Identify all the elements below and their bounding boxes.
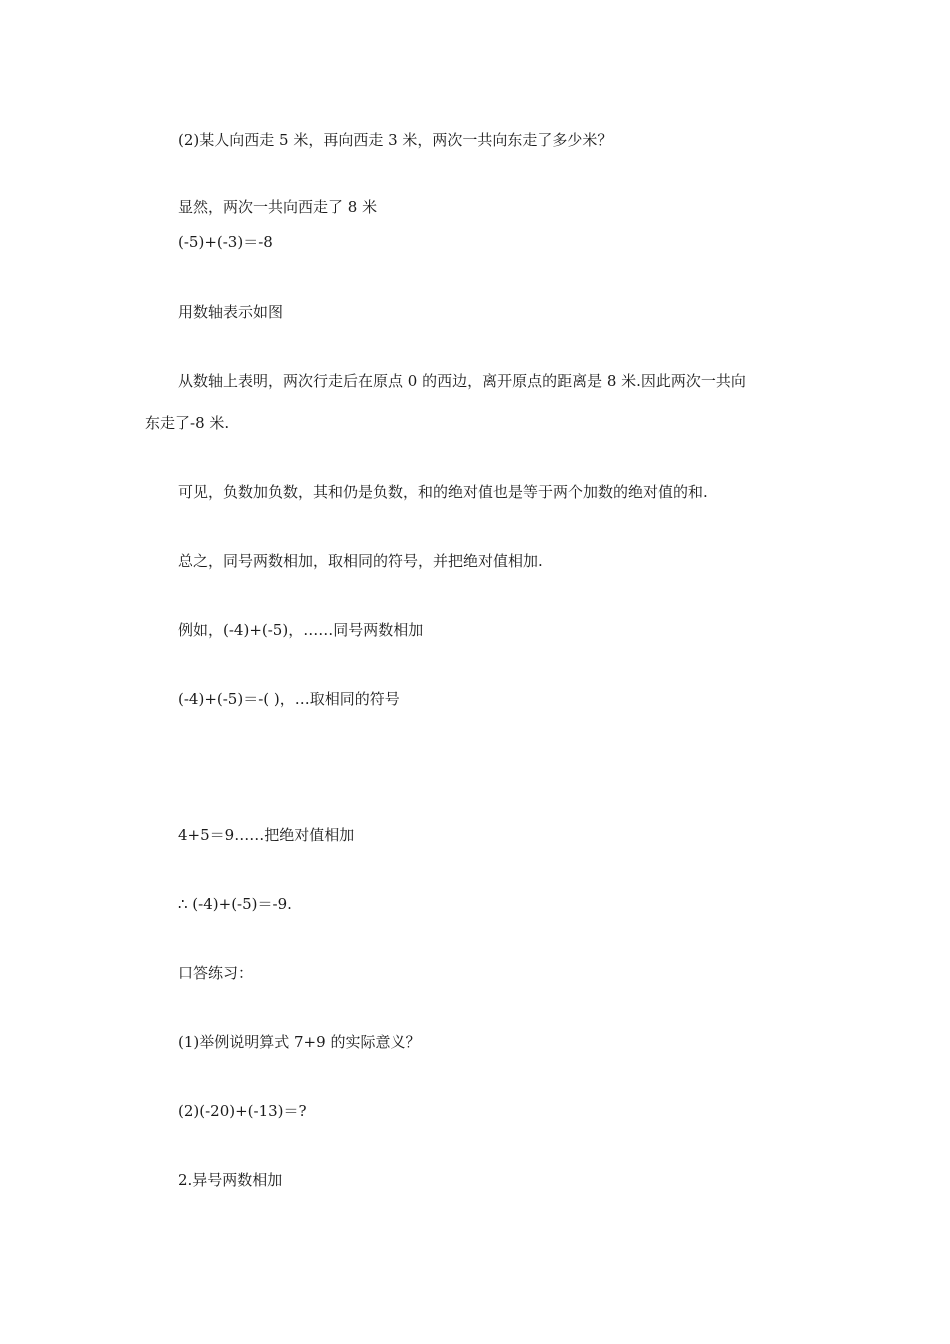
explanation-line-2: 东走了-8 米. bbox=[145, 414, 230, 432]
problem-2-text: (2)某人向西走 5 米，再向西走 3 米，两次一共向东走了多少米？ bbox=[178, 131, 613, 149]
oral-practice-heading: 口答练习： bbox=[178, 964, 254, 982]
practice-item-1: (1)举例说明算式 7+9 的实际意义？ bbox=[178, 1033, 421, 1051]
explanation-line-1: 从数轴上表明，两次行走后在原点 0 的西边，离开原点的距离是 8 米.因此两次一共向 bbox=[178, 372, 746, 390]
section-heading-opposite-signs: 2.异号两数相加 bbox=[178, 1171, 283, 1189]
conclusion-line: ∴ (-4)+(-5)＝-9. bbox=[178, 895, 292, 913]
observation-text: 可见，负数加负数，其和仍是负数，和的绝对值也是等于两个加数的绝对值的和. bbox=[178, 483, 708, 501]
obvious-statement: 显然，两次一共向西走了 8 米 bbox=[178, 198, 378, 216]
absolute-value-step-line: 4+5＝9……把绝对值相加 bbox=[178, 826, 355, 844]
rule-summary: 总之，同号两数相加，取相同的符号，并把绝对值相加. bbox=[178, 552, 543, 570]
example-line: 例如，(-4)+(-5)，……同号两数相加 bbox=[178, 621, 424, 639]
equation-line: (-5)+(-3)＝-8 bbox=[178, 233, 273, 251]
practice-item-2: (2)(-20)+(-13)＝? bbox=[178, 1102, 307, 1120]
number-line-caption: 用数轴表示如图 bbox=[178, 303, 284, 321]
sign-step-line: (-4)+(-5)＝-( )，…取相同的符号 bbox=[178, 690, 400, 708]
